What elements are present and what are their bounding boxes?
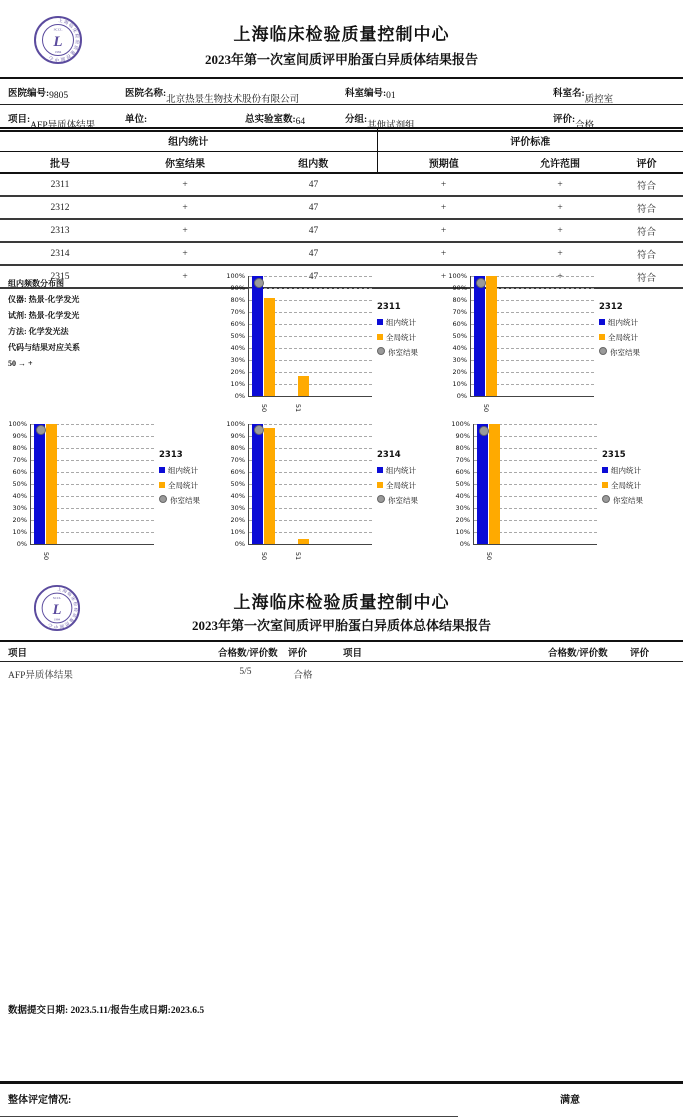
svg-text:L: L: [53, 34, 63, 50]
legend-item: 全局统计: [377, 330, 418, 345]
col-header: 允许范围: [510, 152, 610, 174]
y-axis-tick: 70%: [455, 456, 470, 464]
legend-batch-title: 2313: [159, 450, 183, 460]
method-note-line: 仪器: 热景-化学发光: [8, 295, 80, 304]
overall-assessment: [0, 1081, 683, 1114]
table-cell: +: [377, 265, 510, 288]
summary-col-header: 评价: [630, 649, 650, 659]
svg-text:1984: 1984: [53, 617, 61, 622]
y-axis-tick: 0%: [459, 540, 470, 548]
column-header-row: [0, 152, 683, 174]
legend-batch-title: 2314: [377, 450, 401, 460]
y-axis-tick: 30%: [12, 504, 27, 512]
group: 分组: 其他试剂组: [345, 115, 415, 131]
summary-item: AFP异质体结果: [8, 671, 73, 681]
y-axis-tick: 40%: [12, 492, 27, 500]
your-result-dot: [476, 278, 486, 288]
y-axis-tick: 40%: [230, 344, 245, 352]
chart-2314: [222, 420, 440, 562]
chart-2313: [4, 420, 222, 562]
y-axis-tick: 20%: [455, 516, 470, 524]
bottom-rule: [0, 1116, 458, 1117]
bar-in-group: [477, 424, 488, 544]
y-axis-tick: 30%: [455, 504, 470, 512]
summary-header-row: [0, 640, 683, 662]
table-cell: 2312: [0, 196, 120, 219]
y-axis-tick: 60%: [12, 468, 27, 476]
global-swatch-icon: [602, 482, 608, 488]
gridline: [249, 276, 372, 277]
in-group-swatch-icon: [377, 467, 383, 473]
legend-item: 你室结果: [377, 493, 418, 508]
legend-item: 你室结果: [159, 493, 200, 508]
bar-global: [264, 428, 275, 544]
evaluation: 评价: 合格: [553, 115, 595, 131]
y-axis-tick: 100%: [226, 420, 245, 428]
gridline: [249, 424, 372, 425]
legend-item: 你室结果: [599, 345, 640, 360]
your-result-dot: [254, 278, 264, 288]
table-cell: 符合: [610, 242, 683, 265]
your-result-dot: [479, 426, 489, 436]
hospital-no: 医院编号: 9805: [8, 89, 69, 101]
legend-item: 你室结果: [377, 345, 418, 360]
table-cell: 47: [250, 242, 377, 265]
table-cell: 2315: [0, 265, 120, 288]
svg-text:SCCL: SCCL: [52, 595, 62, 600]
global-swatch-icon: [377, 334, 383, 340]
y-axis-tick: 50%: [230, 480, 245, 488]
table-row: [0, 196, 683, 219]
y-axis-tick: 0%: [456, 392, 467, 400]
item: 项目: AFP异质体结果: [8, 115, 96, 131]
legend-batch-title: 2311: [377, 302, 401, 312]
svg-text:上海临床检验质量控制中心: 上海临床检验质量控制中心: [47, 17, 81, 63]
x-axis-tick: 50: [482, 403, 490, 413]
y-axis-tick: 30%: [230, 356, 245, 364]
y-axis-tick: 100%: [448, 272, 467, 280]
col-header: 批号: [0, 152, 120, 174]
y-axis-tick: 50%: [230, 332, 245, 340]
summary-col-header: 项目: [343, 649, 363, 659]
bar-in-group: [252, 424, 263, 544]
global-swatch-icon: [599, 334, 605, 340]
y-axis-tick: 10%: [230, 528, 245, 536]
legend-batch-title: 2312: [599, 302, 623, 312]
bar-global: [46, 424, 57, 544]
your-result-dot: [254, 425, 264, 435]
legend-item: 你室结果: [602, 493, 643, 508]
legend-item: 组内统计: [602, 463, 643, 478]
y-axis-tick: 30%: [452, 356, 467, 364]
summary-ratio: 5/5: [239, 667, 252, 677]
y-axis-tick: 10%: [452, 380, 467, 388]
plot-area: [248, 424, 372, 561]
overall-label: 整体评定情况:: [8, 1095, 72, 1106]
y-axis-tick: 80%: [455, 444, 470, 452]
y-axis-tick: 70%: [452, 308, 467, 316]
y-axis-tick: 60%: [455, 468, 470, 476]
y-axis-tick: 10%: [12, 528, 27, 536]
y-axis-tick: 0%: [16, 540, 27, 548]
chart-legend: [159, 448, 200, 508]
your-result-dot-icon: [377, 495, 385, 503]
y-axis-tick: 60%: [230, 468, 245, 476]
svg-text:上海临床检验质量控制中心: 上海临床检验质量控制中心: [46, 586, 79, 630]
y-axis-tick: 60%: [230, 320, 245, 328]
report1-subtitle: 2023年第一次室间质评甲胎蛋白异质体结果报告: [204, 52, 478, 67]
y-axis-tick: 80%: [452, 296, 467, 304]
table-cell: 2313: [0, 219, 120, 242]
y-axis-tick: 20%: [230, 516, 245, 524]
info-row-1: [0, 79, 683, 105]
y-axis-tick: 40%: [455, 492, 470, 500]
summary-data-row: [0, 662, 683, 682]
x-axis-tick: 50: [260, 551, 268, 561]
bar-global: [489, 424, 500, 544]
svg-text:L: L: [52, 601, 62, 618]
bar-in-group: [474, 276, 485, 396]
summary-col-header: 合格数/评价数: [218, 649, 278, 659]
your-result-dot: [36, 425, 46, 435]
unit: 单位:: [125, 115, 148, 125]
y-axis-tick: 60%: [452, 320, 467, 328]
y-axis-tick: 90%: [230, 284, 245, 292]
plot-area: [470, 276, 594, 413]
table-cell: +: [120, 173, 250, 196]
table-cell: 47: [250, 265, 377, 288]
y-axis-tick: 50%: [452, 332, 467, 340]
plot-area: [248, 276, 372, 413]
summary-eval: 合格: [293, 671, 313, 681]
table-row: [0, 219, 683, 242]
in-group-swatch-icon: [377, 319, 383, 325]
y-axis-tick: 80%: [12, 444, 27, 452]
chart-legend: [377, 448, 418, 508]
x-axis-tick: 50: [260, 403, 268, 413]
chart-legend: [602, 448, 643, 508]
bar-global: [264, 298, 275, 396]
y-axis-tick: 40%: [452, 344, 467, 352]
x-axis-tick: 50: [42, 551, 50, 561]
global-swatch-icon: [159, 482, 165, 488]
chart-2311: [222, 272, 440, 414]
bar-in-group: [252, 276, 263, 396]
y-axis-tick: 100%: [226, 272, 245, 280]
table-cell: 47: [250, 219, 377, 242]
table-cell: +: [377, 219, 510, 242]
table-cell: 符合: [610, 173, 683, 196]
y-axis-tick: 10%: [230, 380, 245, 388]
plot-area: [473, 424, 597, 561]
y-axis-tick: 100%: [451, 420, 470, 428]
table-row: [0, 242, 683, 265]
in-group-swatch-icon: [602, 467, 608, 473]
summary-col-header: 合格数/评价数: [548, 649, 608, 659]
y-axis-tick: 30%: [230, 504, 245, 512]
table-cell: +: [510, 173, 610, 196]
in-group-swatch-icon: [599, 319, 605, 325]
table-cell: +: [120, 242, 250, 265]
dept-no: 科室编号: 01: [345, 89, 396, 101]
report2-title: 上海临床检验质量控制中心: [233, 593, 450, 612]
y-axis-tick: 70%: [230, 456, 245, 464]
your-result-dot-icon: [377, 347, 385, 355]
legend-batch-title: 2315: [602, 450, 626, 460]
legend-item: 组内统计: [377, 463, 418, 478]
summary-col-header: 评价: [288, 649, 308, 659]
overall-value: 满意: [560, 1095, 580, 1106]
legend-item: 组内统计: [159, 463, 200, 478]
y-axis-tick: 40%: [230, 492, 245, 500]
chart-legend: [599, 300, 640, 360]
col-header: 组内数: [250, 152, 377, 174]
table-cell: +: [377, 242, 510, 265]
y-axis-tick: 50%: [12, 480, 27, 488]
legend-item: 全局统计: [599, 330, 640, 345]
method-note-line: 试剂: 热景-化学发光: [8, 311, 80, 320]
table-cell: 符合: [610, 219, 683, 242]
y-axis-tick: 10%: [455, 528, 470, 536]
method-notes: [8, 276, 223, 372]
y-axis-tick: 80%: [230, 296, 245, 304]
your-result-dot-icon: [602, 495, 610, 503]
table-cell: 47: [250, 173, 377, 196]
report2-subtitle: 2023年第一次室间质评甲胎蛋白异质体总体结果报告: [191, 618, 491, 633]
table-cell: 2311: [0, 173, 120, 196]
y-axis-tick: 90%: [230, 432, 245, 440]
table-cell: +: [510, 242, 610, 265]
table-cell: +: [510, 219, 610, 242]
your-result-dot-icon: [159, 495, 167, 503]
results-table: [0, 127, 683, 289]
x-axis-tick: 50: [485, 551, 493, 561]
col-header: 预期值: [377, 152, 510, 174]
chart-2315: [447, 420, 665, 562]
method-note-line: 50 → +: [8, 359, 33, 368]
method-note-line: 代码与结果对应关系: [8, 343, 80, 352]
table-cell: +: [120, 265, 250, 288]
y-axis-tick: 80%: [230, 444, 245, 452]
bar-global: [486, 276, 497, 396]
y-axis-tick: 90%: [455, 432, 470, 440]
x-axis-tick: 51: [294, 403, 302, 413]
chart-2312: [444, 272, 662, 414]
table-cell: +: [120, 196, 250, 219]
chart-legend: [377, 300, 418, 360]
bar-in-group: [34, 424, 45, 544]
info-table: [0, 77, 683, 132]
table-cell: 符合: [610, 265, 683, 288]
y-axis-tick: 0%: [234, 392, 245, 400]
x-axis-tick: 51: [294, 551, 302, 561]
group-header: 组内统计: [0, 128, 377, 152]
table-cell: 47: [250, 196, 377, 219]
table-cell: +: [377, 173, 510, 196]
method-note-line: 方法: 化学发光法: [8, 327, 69, 336]
y-axis-tick: 100%: [8, 420, 27, 428]
col-header: 评价: [610, 152, 683, 174]
legend-item: 全局统计: [377, 478, 418, 493]
table-cell: +: [510, 265, 610, 288]
plot-area: [30, 424, 154, 561]
y-axis-tick: 20%: [230, 368, 245, 376]
y-axis-tick: 70%: [230, 308, 245, 316]
y-axis-tick: 20%: [12, 516, 27, 524]
group-header: 评价标准: [377, 128, 683, 152]
table-cell: +: [120, 219, 250, 242]
svg-text:1984: 1984: [54, 50, 62, 54]
total-labs: 总实验室数: 64: [245, 115, 306, 127]
y-axis-tick: 90%: [12, 432, 27, 440]
global-swatch-icon: [377, 482, 383, 488]
table-cell: +: [510, 196, 610, 219]
table-row: [0, 173, 683, 196]
table-cell: 符合: [610, 196, 683, 219]
group-header-row: [0, 128, 683, 152]
method-note-line: 组内频数分布图: [8, 279, 64, 288]
legend-item: 组内统计: [599, 315, 640, 330]
legend-item: 全局统计: [602, 478, 643, 493]
bar-global: [298, 376, 309, 396]
date-line: 数据提交日期: 2023.5.11/报告生成日期:2023.6.5: [8, 1006, 205, 1016]
bar-global: [298, 539, 309, 544]
your-result-dot-icon: [599, 347, 607, 355]
summary-table: [0, 640, 683, 682]
summary-col-header: 项目: [8, 649, 28, 659]
table-cell: +: [377, 196, 510, 219]
in-group-swatch-icon: [159, 467, 165, 473]
y-axis-tick: 50%: [455, 480, 470, 488]
legend-item: 全局统计: [159, 478, 200, 493]
y-axis-tick: 20%: [452, 368, 467, 376]
col-header: 你室结果: [120, 152, 250, 174]
y-axis-tick: 90%: [452, 284, 467, 292]
y-axis-tick: 70%: [12, 456, 27, 464]
table-cell: 2314: [0, 242, 120, 265]
gridline: [249, 288, 372, 289]
hospital-name: 医院名称: 北京热景生物技术股份有限公司: [125, 89, 300, 105]
dept-name: 科室名: 质控室: [553, 89, 614, 105]
legend-item: 组内统计: [377, 315, 418, 330]
report1-title: 上海临床检验质量控制中心: [233, 25, 450, 44]
svg-text:SCCL: SCCL: [53, 27, 63, 32]
y-axis-tick: 0%: [234, 540, 245, 548]
